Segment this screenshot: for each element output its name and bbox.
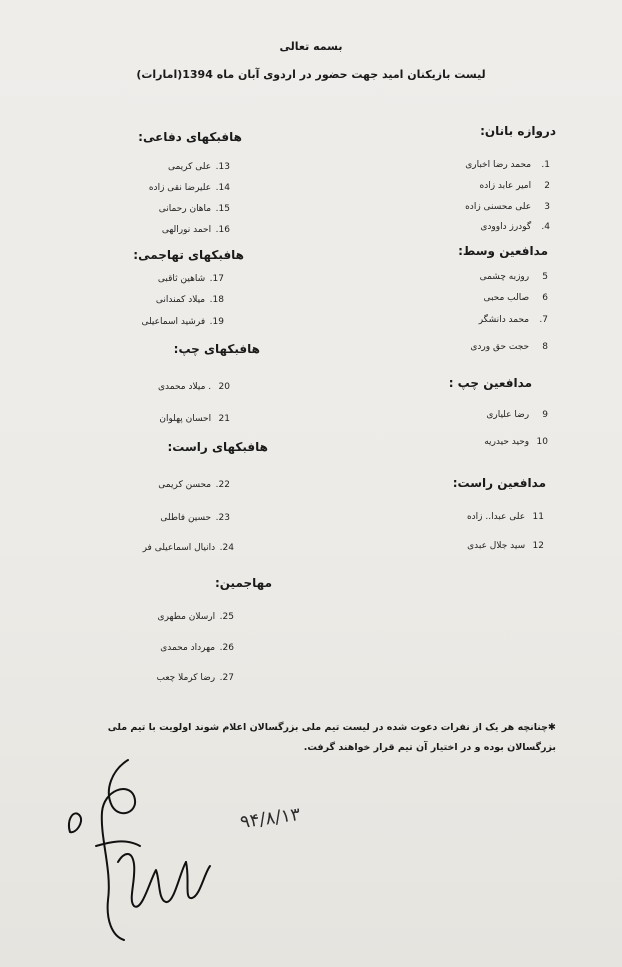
- list-item: 27. رضا کرملا چعب: [156, 673, 234, 683]
- list-item: 15. ماهان رحمانی: [158, 204, 230, 214]
- list-item: 7. محمد دانشگر: [478, 315, 548, 325]
- list-item: 26. مهرداد محمدی: [160, 643, 234, 653]
- list-item: 4. گودرز داوودی: [480, 222, 550, 232]
- footnote-line-1: ✱چنانچه هر یک از نفرات دعوت شده در لیست تیم ملی بزرگسالان اعلام شوند اولویت با تیم ملی: [107, 722, 556, 733]
- section-right-backs-title: مدافعین راست:: [452, 476, 546, 490]
- list-item: 22. محسن کریمی: [158, 480, 230, 490]
- list-item: 23. حسین فاطلی: [160, 513, 230, 523]
- list-item: 17. شاهین ثاقبی: [157, 274, 224, 284]
- list-item: 13. علی کریمی: [167, 162, 230, 172]
- list-item: 12 سید جلال عبدی: [467, 541, 544, 551]
- list-item: 18. میلاد کمندانی: [155, 295, 224, 305]
- list-item: 11 علی عبدا.. زاده: [466, 512, 544, 522]
- section-right-mids-title: هافبکهای راست:: [167, 440, 268, 454]
- list-item: 3 علی محسنی زاده: [465, 202, 550, 212]
- page-subtitle: لیست بازیکنان امید جهت حضور در اردوی آبان ماه 1394(امارات): [136, 68, 486, 81]
- section-left-mids-title: هافبکهای چپ:: [173, 342, 260, 356]
- list-item: 20 . میلاد محمدی: [158, 382, 230, 392]
- section-goalkeepers-title: دروازه بانان:: [480, 124, 556, 138]
- list-item: 25. ارسلان مطهری: [157, 612, 234, 622]
- list-item: 21 احسان پهلوان: [159, 414, 230, 424]
- list-item: 1. محمد رضا اخباری: [465, 160, 550, 170]
- list-item: 19. فرشید اسماعیلی: [141, 317, 224, 327]
- handwritten-date: ۹۴/۸/۱۳: [238, 803, 302, 834]
- section-left-backs-title: مدافعین چپ :: [448, 376, 532, 390]
- section-defensive-mids-title: هافبکهای دفاعی:: [138, 130, 242, 144]
- list-item: 5 روزبه چشمی: [479, 272, 548, 282]
- list-item: 24. دانیال اسماعیلی فر: [142, 543, 234, 553]
- list-item: 14. علیرضا نقی زاده: [148, 183, 230, 193]
- list-item: 8 حجت حق وردی: [470, 342, 548, 352]
- list-item: 16. احمد نورالهی: [161, 225, 230, 235]
- list-item: 6 صالب محبی: [483, 293, 548, 303]
- list-item: 9 رضا علیاری: [486, 410, 548, 420]
- section-attacking-mids-title: هافبکهای تهاجمی:: [133, 248, 244, 262]
- list-item: 10 وحید حیدریه: [484, 437, 548, 447]
- footnote-line-2: بزرگسالان بوده و در اختیار آن تیم قرار خواهند گرفت.: [303, 742, 556, 753]
- list-item: 2 امیر عابد زاده: [479, 181, 550, 191]
- section-forwards-title: مهاجمین:: [214, 576, 272, 590]
- page-title: بسمه تعالی: [279, 40, 343, 53]
- section-center-backs-title: مدافعین وسط:: [458, 244, 548, 258]
